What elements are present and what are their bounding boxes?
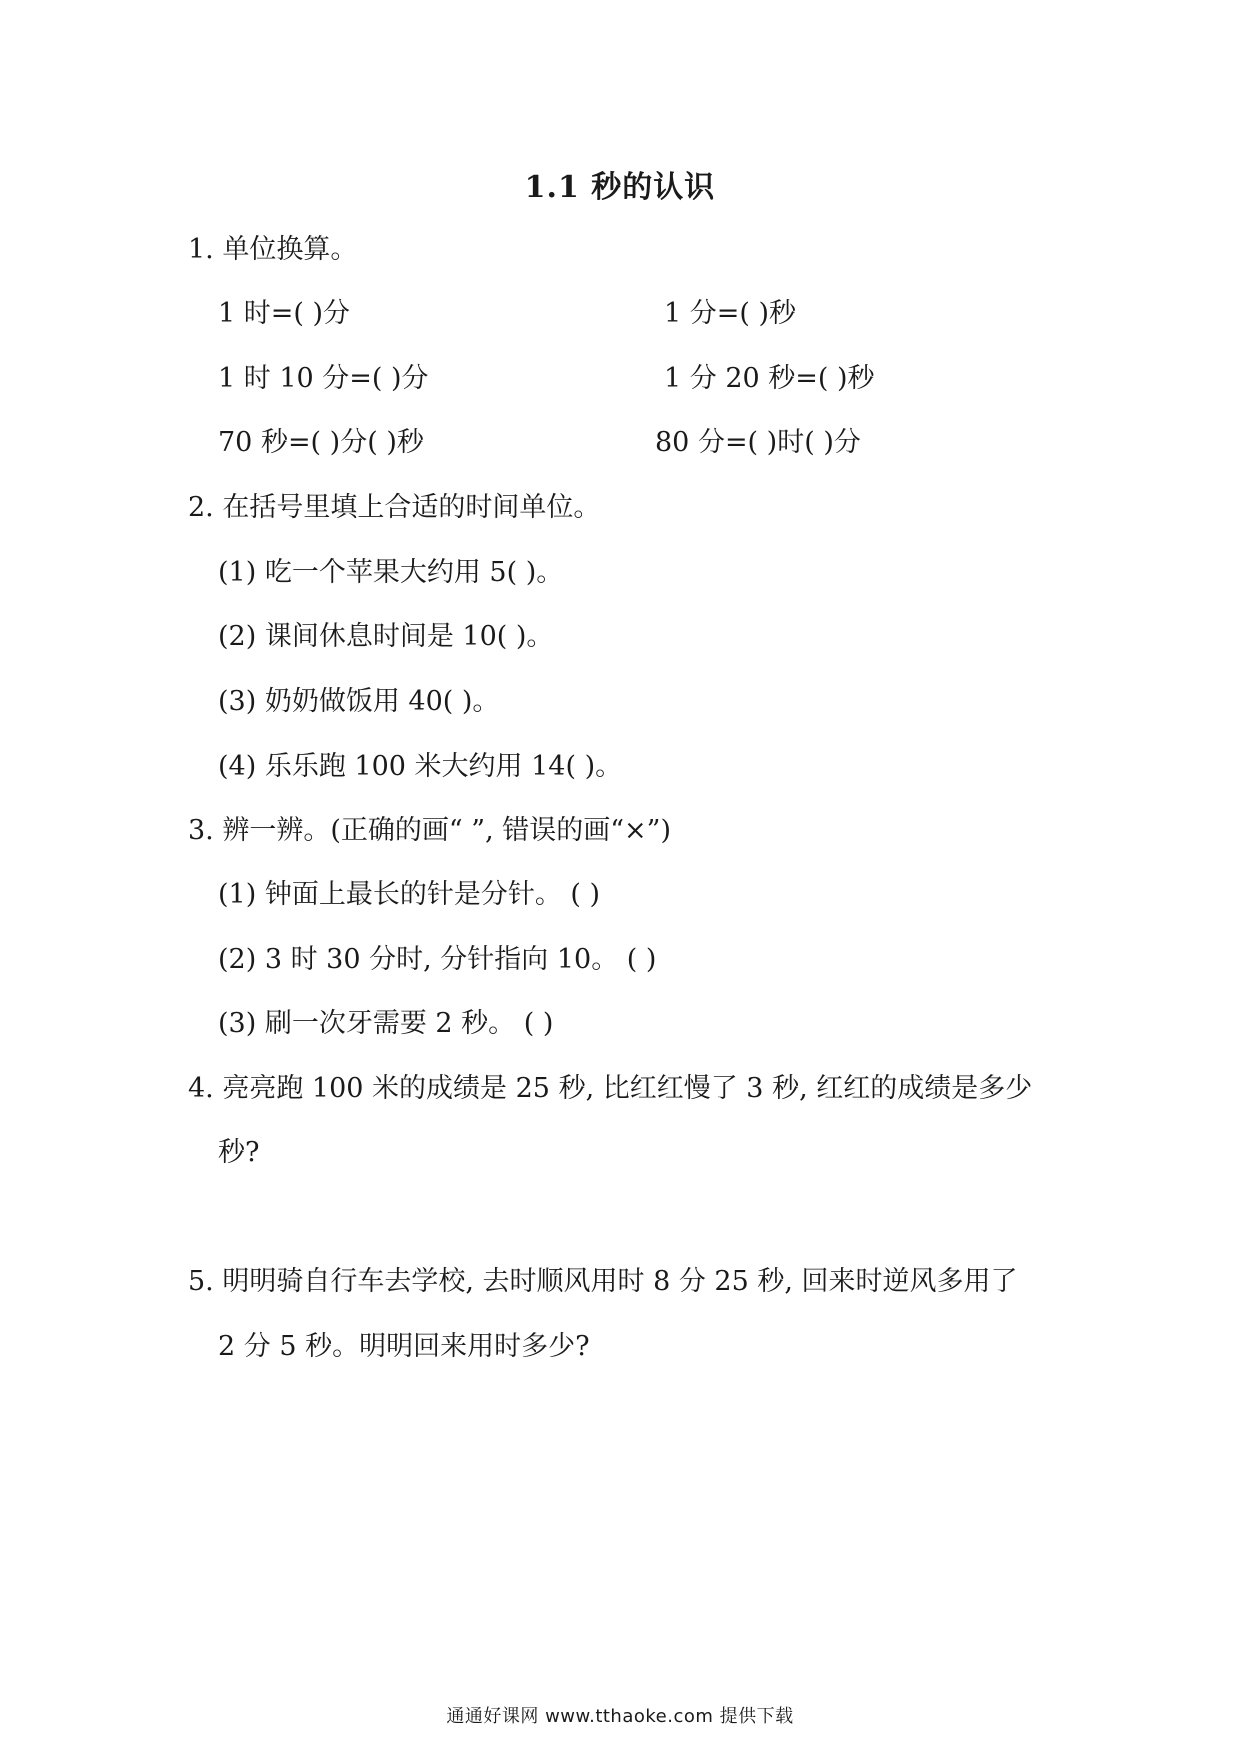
q2-item: (3) 奶奶做饭用 40( )。 <box>218 686 500 717</box>
q2-item: (2) 课间休息时间是 10( )。 <box>218 621 554 652</box>
q2-item: (4) 乐乐跑 100 米大约用 14( )。 <box>218 751 623 782</box>
download-footer: 通通好课网 www.tthaoke.com 提供下载 <box>446 1706 794 1727</box>
q1-item: 1 分=( )秒 <box>664 298 797 329</box>
q5-line: 5. 明明骑自行车去学校, 去时顺风用时 8 分 25 秒, 回来时逆风多用了 <box>188 1266 1018 1297</box>
q1-item: 70 秒=( )分( )秒 <box>218 427 424 458</box>
q1-item: 1 分 20 秒=( )秒 <box>664 363 875 394</box>
q5-line: 2 分 5 秒。明明回来用时多少? <box>218 1331 590 1362</box>
q1-item: 80 分=( )时( )分 <box>655 427 861 458</box>
q1-heading: 1. 单位换算。 <box>188 234 358 265</box>
q2-item: (1) 吃一个苹果大约用 5( )。 <box>218 557 564 588</box>
q4-line: 秒? <box>218 1137 260 1168</box>
q3-heading: 3. 辨一辨。(正确的画“ ”, 错误的画“×”) <box>188 815 671 846</box>
q2-heading: 2. 在括号里填上合适的时间单位。 <box>188 492 601 523</box>
q3-item: (1) 钟面上最长的针是分针。 ( ) <box>218 879 601 910</box>
q3-item: (3) 刷一次牙需要 2 秒。 ( ) <box>218 1008 554 1039</box>
q1-item: 1 时 10 分=( )分 <box>218 363 429 394</box>
page-title: 1.1 秒的认识 <box>524 170 716 205</box>
q4-line: 4. 亮亮跑 100 米的成绩是 25 秒, 比红红慢了 3 秒, 红红的成绩是多少 <box>188 1073 1033 1104</box>
q3-item: (2) 3 时 30 分时, 分针指向 10。 ( ) <box>218 944 657 975</box>
q1-item: 1 时=( )分 <box>218 298 351 329</box>
